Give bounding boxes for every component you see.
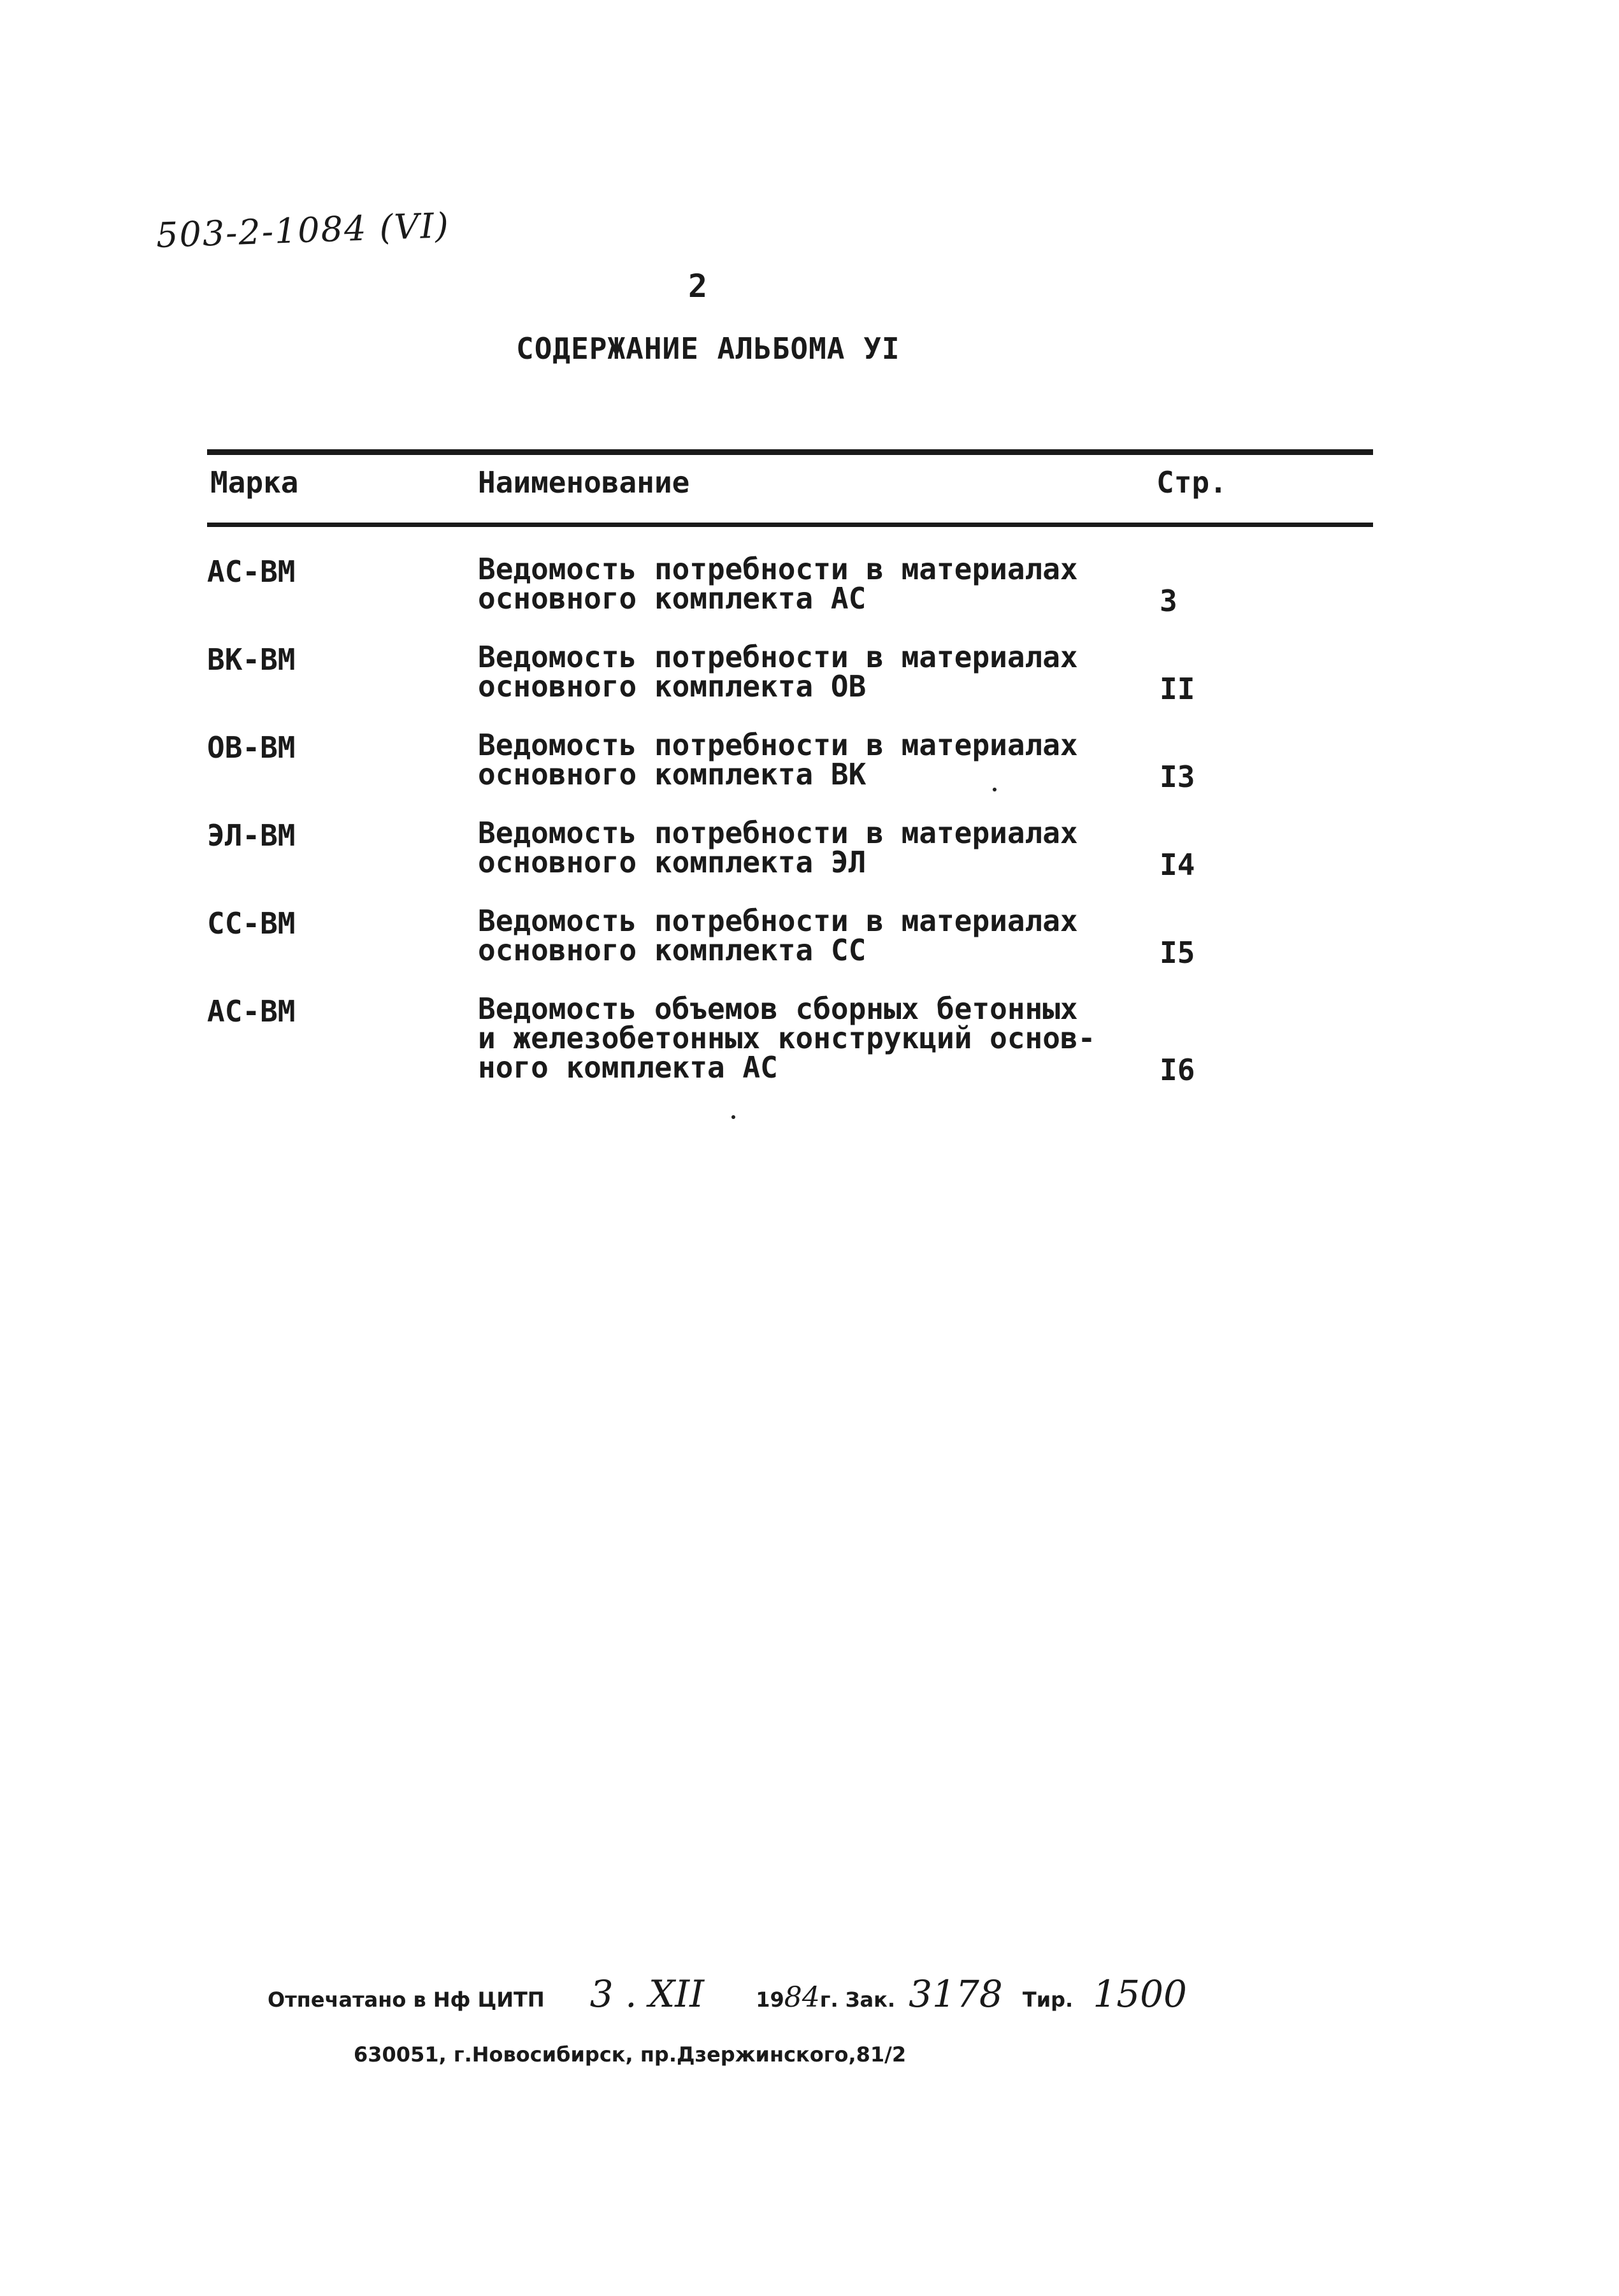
row-name-line: основного комплекта ЭЛ	[478, 845, 867, 879]
copies-handwritten: 1500	[1093, 1972, 1187, 2016]
row-mark: СС-ВМ	[207, 906, 296, 941]
row-name-line: основного комплекта ВК	[478, 757, 867, 791]
row-name-line: Ведомость потребности в материалах	[478, 552, 1078, 586]
row-name	[478, 640, 1140, 704]
row-name	[478, 552, 1140, 616]
row-name-line: основного комплекта ОВ	[478, 669, 867, 704]
row-mark: ЭЛ-ВМ	[207, 818, 296, 853]
album-contents-title: СОДЕРЖАНИЕ АЛЬБОМА УI	[516, 331, 900, 366]
row-page: II	[1160, 672, 1195, 706]
row-page: I3	[1160, 760, 1195, 794]
print-speck	[993, 788, 997, 791]
row-page: I4	[1160, 848, 1195, 882]
order-label: г. Зак.	[819, 1988, 895, 2012]
document-code: 503-2-1084 (VI)	[155, 205, 450, 256]
row-page: I6	[1160, 1053, 1195, 1087]
row-page: I5	[1160, 935, 1195, 970]
row-mark: ОВ-ВМ	[207, 730, 296, 765]
row-name	[478, 992, 1140, 1085]
row-name-line: Ведомость потребности в материалах	[478, 904, 1078, 938]
row-mark: АС-ВМ	[207, 994, 296, 1029]
table-row	[0, 642, 1619, 732]
column-header-mark: Марка	[210, 465, 299, 500]
year-handwritten: 84	[784, 1981, 820, 2014]
print-imprint-line	[268, 1972, 1187, 2016]
row-mark: ВК-ВМ	[207, 642, 296, 677]
table-row	[0, 906, 1619, 995]
print-speck	[731, 1115, 735, 1119]
print-date-handwritten: 3 . XII	[589, 1972, 705, 2016]
row-name	[478, 818, 1140, 877]
row-name-line: Ведомость объемов сборных бетонных	[478, 992, 1078, 1026]
printed-at-label: Отпечатано в Нф ЦИТП	[268, 1988, 545, 2012]
table-row	[0, 730, 1619, 819]
column-header-name: Наименование	[478, 465, 690, 500]
row-name-line: Ведомость потребности в материалах	[478, 640, 1078, 674]
table-row	[0, 818, 1619, 907]
table-header-rule	[207, 523, 1373, 527]
row-page: 3	[1160, 584, 1177, 618]
row-name-line: основного комплекта СС	[478, 933, 867, 967]
row-name-line: основного комплекта АС	[478, 581, 867, 616]
table-row	[0, 994, 1619, 1115]
row-name	[478, 906, 1140, 965]
table-top-rule	[207, 449, 1373, 455]
row-name-line: Ведомость потребности в материалах	[478, 728, 1078, 762]
copies-label: Тир.	[1022, 1988, 1074, 2012]
printer-address: 630051, г.Новосибирск, пр.Дзержинского,81/2	[354, 2042, 907, 2067]
row-name-line: ного комплекта АС	[478, 1050, 778, 1085]
row-name	[478, 730, 1140, 789]
row-name-line: Ведомость потребности в материалах	[478, 816, 1078, 850]
year-prefix: 19	[756, 1988, 784, 2012]
page-number: 2	[688, 268, 708, 305]
column-header-page: Стр.	[1156, 465, 1227, 500]
row-name-line: и железобетонных конструкций основ-	[478, 1021, 1096, 1055]
order-number-handwritten: 3178	[909, 1972, 1003, 2016]
row-mark: АС-ВМ	[207, 554, 296, 589]
table-row	[0, 554, 1619, 644]
